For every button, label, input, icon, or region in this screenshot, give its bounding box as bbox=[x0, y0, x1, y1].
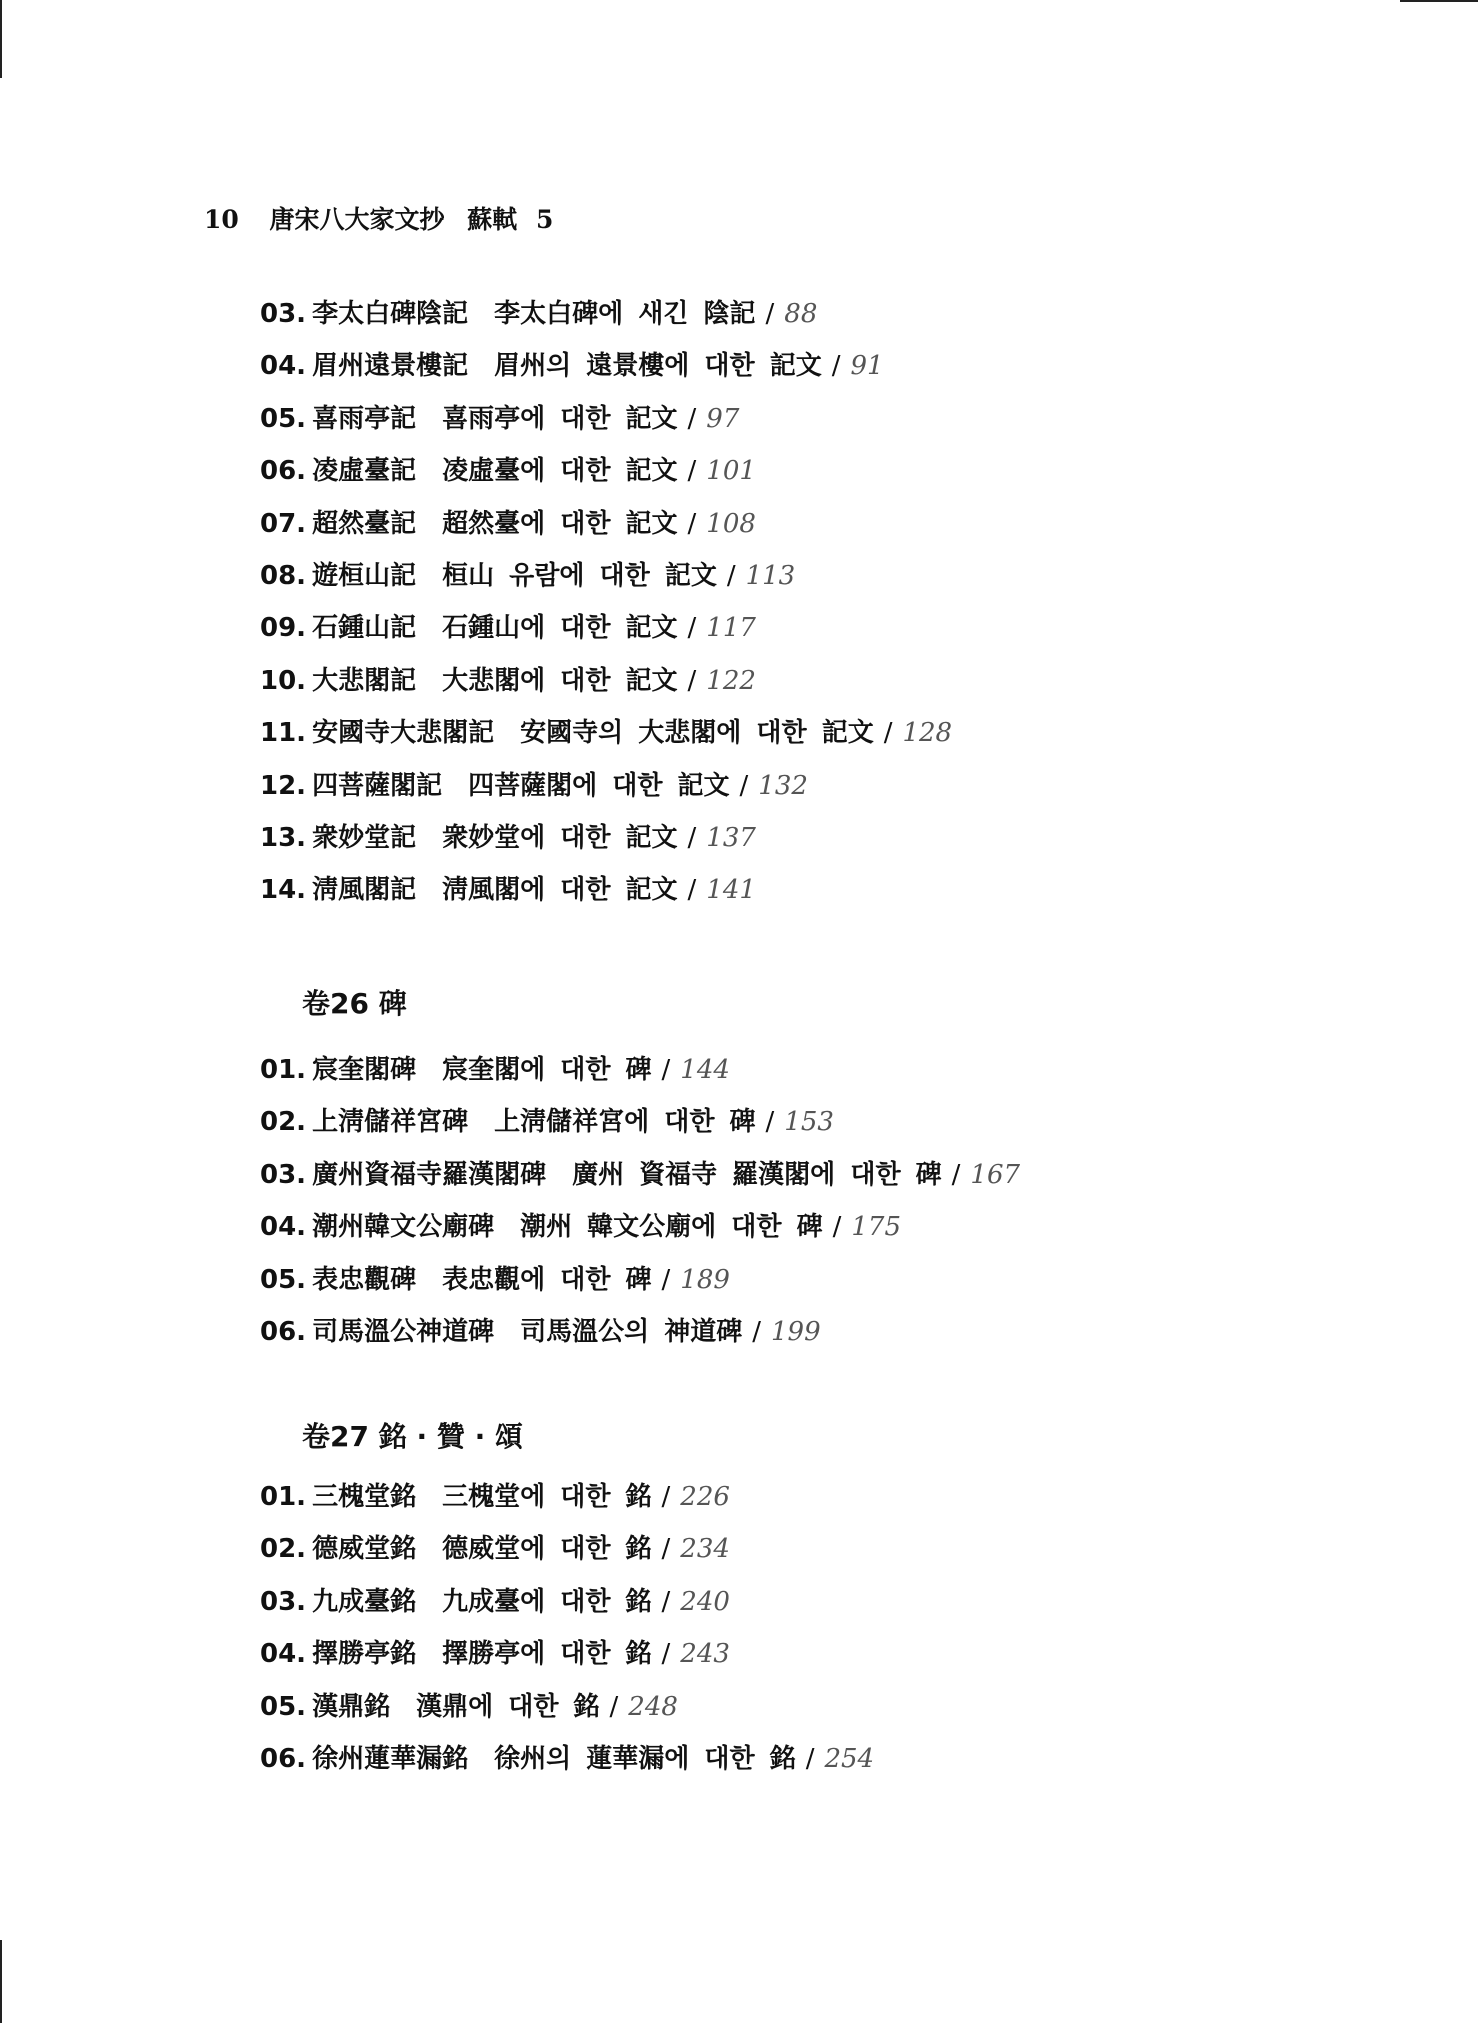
toc-entry bbox=[260, 1733, 874, 1785]
entry-title: 衆妙堂記 bbox=[312, 822, 417, 853]
entry-separator: / bbox=[661, 1055, 671, 1085]
entry-separator: / bbox=[832, 1212, 842, 1243]
toc-group-vol27 bbox=[260, 1471, 874, 1785]
entry-separator: / bbox=[687, 403, 697, 434]
toc-entry bbox=[260, 812, 952, 864]
entry-page-number: 167 bbox=[970, 1159, 1021, 1190]
entry-description: 石鍾山에 대한 記文 bbox=[442, 613, 678, 644]
entry-page-number: 240 bbox=[680, 1586, 730, 1617]
entry-description: 擇勝亭에 대한 銘 bbox=[442, 1639, 652, 1670]
entry-page-number: 122 bbox=[706, 665, 756, 696]
entry-separator: / bbox=[687, 456, 697, 487]
entry-description: 喜雨亭에 대한 記文 bbox=[442, 403, 678, 434]
entry-description: 衆妙堂에 대한 記文 bbox=[442, 822, 678, 853]
book-title: 唐宋八大家文抄 bbox=[269, 205, 445, 234]
entry-description: 淸風閣에 대한 記文 bbox=[442, 875, 678, 906]
entry-number: 06. bbox=[260, 1743, 307, 1774]
toc-entry bbox=[260, 498, 952, 550]
author-name: 蘇軾 bbox=[467, 205, 518, 234]
entry-title: 擇勝亭銘 bbox=[312, 1639, 417, 1670]
toc-entry bbox=[260, 760, 952, 812]
entry-separator: / bbox=[765, 1107, 775, 1138]
entry-number: 04. bbox=[260, 1212, 307, 1243]
entry-title: 大悲閣記 bbox=[312, 665, 417, 696]
entry-description: 司馬溫公의 神道碑 bbox=[520, 1316, 743, 1347]
entry-number: 14. bbox=[260, 875, 307, 906]
entry-number: 05. bbox=[260, 1691, 307, 1722]
entry-separator: / bbox=[661, 1264, 671, 1295]
toc-group-continued bbox=[260, 288, 952, 917]
toc-entry bbox=[260, 340, 952, 392]
entry-number: 01. bbox=[260, 1055, 307, 1085]
entry-title: 安國寺大悲閣記 bbox=[312, 718, 495, 749]
entry-separator: / bbox=[661, 1639, 671, 1670]
entry-number: 12. bbox=[260, 770, 307, 801]
entry-title: 喜雨亭記 bbox=[312, 403, 417, 434]
entry-title: 四菩薩閣記 bbox=[312, 770, 443, 801]
entry-page-number: 108 bbox=[706, 508, 756, 539]
entry-number: 05. bbox=[260, 1264, 307, 1295]
entry-number: 11. bbox=[260, 718, 307, 749]
entry-description: 德威堂에 대한 銘 bbox=[442, 1534, 652, 1565]
entry-page-number: 97 bbox=[706, 403, 740, 434]
entry-page-number: 128 bbox=[902, 718, 953, 749]
entry-page-number: 153 bbox=[784, 1107, 834, 1138]
entry-separator: / bbox=[661, 1586, 671, 1617]
entry-title: 超然臺記 bbox=[312, 508, 417, 539]
entry-page-number: 144 bbox=[680, 1055, 730, 1085]
entry-page-number: 254 bbox=[824, 1743, 875, 1774]
entry-page-number: 234 bbox=[680, 1534, 730, 1565]
entry-number: 10. bbox=[260, 665, 307, 696]
page-number: 10 bbox=[204, 205, 239, 234]
entry-description: 宸奎閣에 대한 碑 bbox=[442, 1055, 652, 1085]
entry-title: 凌虛臺記 bbox=[312, 456, 417, 487]
toc-entry bbox=[260, 655, 952, 707]
entry-description: 超然臺에 대한 記文 bbox=[442, 508, 678, 539]
entry-separator: / bbox=[805, 1743, 815, 1774]
entry-title: 眉州遠景樓記 bbox=[312, 351, 469, 382]
entry-separator: / bbox=[687, 613, 697, 644]
entry-page-number: 175 bbox=[851, 1212, 901, 1243]
entry-page-number: 141 bbox=[706, 875, 756, 906]
toc-entry bbox=[260, 288, 952, 340]
entry-page-number: 117 bbox=[706, 613, 756, 644]
entry-title: 遊桓山記 bbox=[312, 560, 417, 591]
entry-number: 03. bbox=[260, 299, 307, 329]
toc-entry bbox=[260, 1471, 874, 1523]
entry-title: 司馬溫公神道碑 bbox=[312, 1316, 495, 1347]
entry-title: 漢鼎銘 bbox=[312, 1691, 391, 1722]
crop-mark-top-left bbox=[0, 0, 2, 78]
entry-number: 09. bbox=[260, 613, 307, 644]
running-header bbox=[204, 200, 553, 236]
entry-number: 13. bbox=[260, 822, 307, 853]
entry-title: 潮州韓文公廟碑 bbox=[312, 1212, 495, 1243]
entry-number: 04. bbox=[260, 1639, 307, 1670]
entry-page-number: 189 bbox=[680, 1264, 730, 1295]
entry-description: 李太白碑에 새긴 陰記 bbox=[494, 299, 756, 329]
entry-number: 07. bbox=[260, 508, 307, 539]
entry-separator: / bbox=[883, 718, 893, 749]
entry-page-number: 113 bbox=[745, 560, 796, 591]
toc-entry bbox=[260, 445, 952, 497]
entry-description: 上淸儲祥宮에 대한 碑 bbox=[494, 1107, 756, 1138]
entry-number: 02. bbox=[260, 1534, 307, 1565]
toc-entry bbox=[260, 1254, 1020, 1306]
section-heading-vol26: 卷26 碑 bbox=[302, 987, 407, 1020]
toc-entry bbox=[260, 1149, 1020, 1201]
toc-entry bbox=[260, 1201, 1020, 1253]
entry-page-number: 226 bbox=[680, 1482, 730, 1512]
entry-number: 06. bbox=[260, 1316, 307, 1347]
crop-mark-top-right bbox=[1400, 0, 1478, 2]
entry-title: 宸奎閣碑 bbox=[312, 1055, 417, 1085]
volume-number: 5 bbox=[535, 205, 554, 234]
entry-title: 九成臺銘 bbox=[312, 1586, 417, 1617]
entry-separator: / bbox=[687, 822, 697, 853]
entry-separator: / bbox=[752, 1316, 762, 1347]
entry-separator: / bbox=[687, 665, 697, 696]
section-heading-vol27: 卷27 銘 · 贊 · 頌 bbox=[302, 1420, 523, 1453]
toc-entry bbox=[260, 707, 952, 759]
entry-page-number: 248 bbox=[628, 1691, 678, 1722]
entry-title: 李太白碑陰記 bbox=[312, 299, 469, 329]
entry-page-number: 137 bbox=[706, 822, 756, 853]
entry-description: 凌虛臺에 대한 記文 bbox=[442, 456, 678, 487]
toc-entry bbox=[260, 1628, 874, 1680]
entry-description: 四菩薩閣에 대한 記文 bbox=[468, 770, 730, 801]
entry-description: 安國寺의 大悲閣에 대한 記文 bbox=[520, 718, 874, 749]
crop-mark-bottom-left bbox=[0, 1940, 2, 2023]
entry-number: 08. bbox=[260, 560, 307, 591]
entry-title: 廣州資福寺羅漢閣碑 bbox=[312, 1159, 547, 1190]
toc-entry bbox=[260, 550, 952, 602]
entry-title: 石鍾山記 bbox=[312, 613, 417, 644]
entry-separator: / bbox=[726, 560, 736, 591]
entry-separator: / bbox=[661, 1482, 671, 1512]
entry-separator: / bbox=[765, 299, 775, 329]
entry-title: 表忠觀碑 bbox=[312, 1264, 417, 1295]
entry-separator: / bbox=[609, 1691, 619, 1722]
toc-entry bbox=[260, 1306, 1020, 1358]
entry-description: 眉州의 遠景樓에 대한 記文 bbox=[494, 351, 822, 382]
entry-description: 大悲閣에 대한 記文 bbox=[442, 665, 678, 696]
toc-group-vol26 bbox=[260, 1044, 1020, 1358]
entry-page-number: 91 bbox=[850, 351, 884, 382]
entry-description: 三槐堂에 대한 銘 bbox=[442, 1482, 652, 1512]
toc-entry bbox=[260, 1523, 874, 1575]
entry-description: 徐州의 蓮華漏에 대한 銘 bbox=[494, 1743, 796, 1774]
entry-number: 03. bbox=[260, 1586, 307, 1617]
entry-separator: / bbox=[951, 1159, 961, 1190]
entry-number: 05. bbox=[260, 403, 307, 434]
toc-entry bbox=[260, 602, 952, 654]
entry-number: 02. bbox=[260, 1107, 307, 1138]
toc-entry bbox=[260, 393, 952, 445]
toc-entry bbox=[260, 864, 952, 916]
entry-title: 三槐堂銘 bbox=[312, 1482, 417, 1512]
entry-page-number: 88 bbox=[784, 299, 818, 329]
entry-page-number: 132 bbox=[758, 770, 808, 801]
entry-page-number: 199 bbox=[771, 1316, 821, 1347]
entry-title: 上淸儲祥宮碑 bbox=[312, 1107, 469, 1138]
entry-number: 06. bbox=[260, 456, 307, 487]
toc-entry bbox=[260, 1576, 874, 1628]
entry-separator: / bbox=[739, 770, 749, 801]
entry-title: 淸風閣記 bbox=[312, 875, 417, 906]
entry-description: 桓山 유람에 대한 記文 bbox=[442, 560, 717, 591]
entry-description: 潮州 韓文公廟에 대한 碑 bbox=[520, 1212, 823, 1243]
entry-number: 01. bbox=[260, 1482, 307, 1512]
entry-number: 03. bbox=[260, 1159, 307, 1190]
entry-page-number: 243 bbox=[680, 1639, 730, 1670]
entry-title: 徐州蓮華漏銘 bbox=[312, 1743, 469, 1774]
entry-separator: / bbox=[687, 508, 697, 539]
toc-entry bbox=[260, 1681, 874, 1733]
toc-entry bbox=[260, 1044, 1020, 1096]
entry-description: 漢鼎에 대한 銘 bbox=[416, 1691, 600, 1722]
entry-title: 德威堂銘 bbox=[312, 1534, 417, 1565]
entry-description: 廣州 資福寺 羅漢閣에 대한 碑 bbox=[572, 1159, 942, 1190]
entry-number: 04. bbox=[260, 351, 307, 382]
entry-description: 表忠觀에 대한 碑 bbox=[442, 1264, 652, 1295]
entry-separator: / bbox=[687, 875, 697, 906]
entry-separator: / bbox=[661, 1534, 671, 1565]
entry-page-number: 101 bbox=[706, 456, 756, 487]
entry-separator: / bbox=[831, 351, 841, 382]
toc-entry bbox=[260, 1096, 1020, 1148]
entry-description: 九成臺에 대한 銘 bbox=[442, 1586, 652, 1617]
